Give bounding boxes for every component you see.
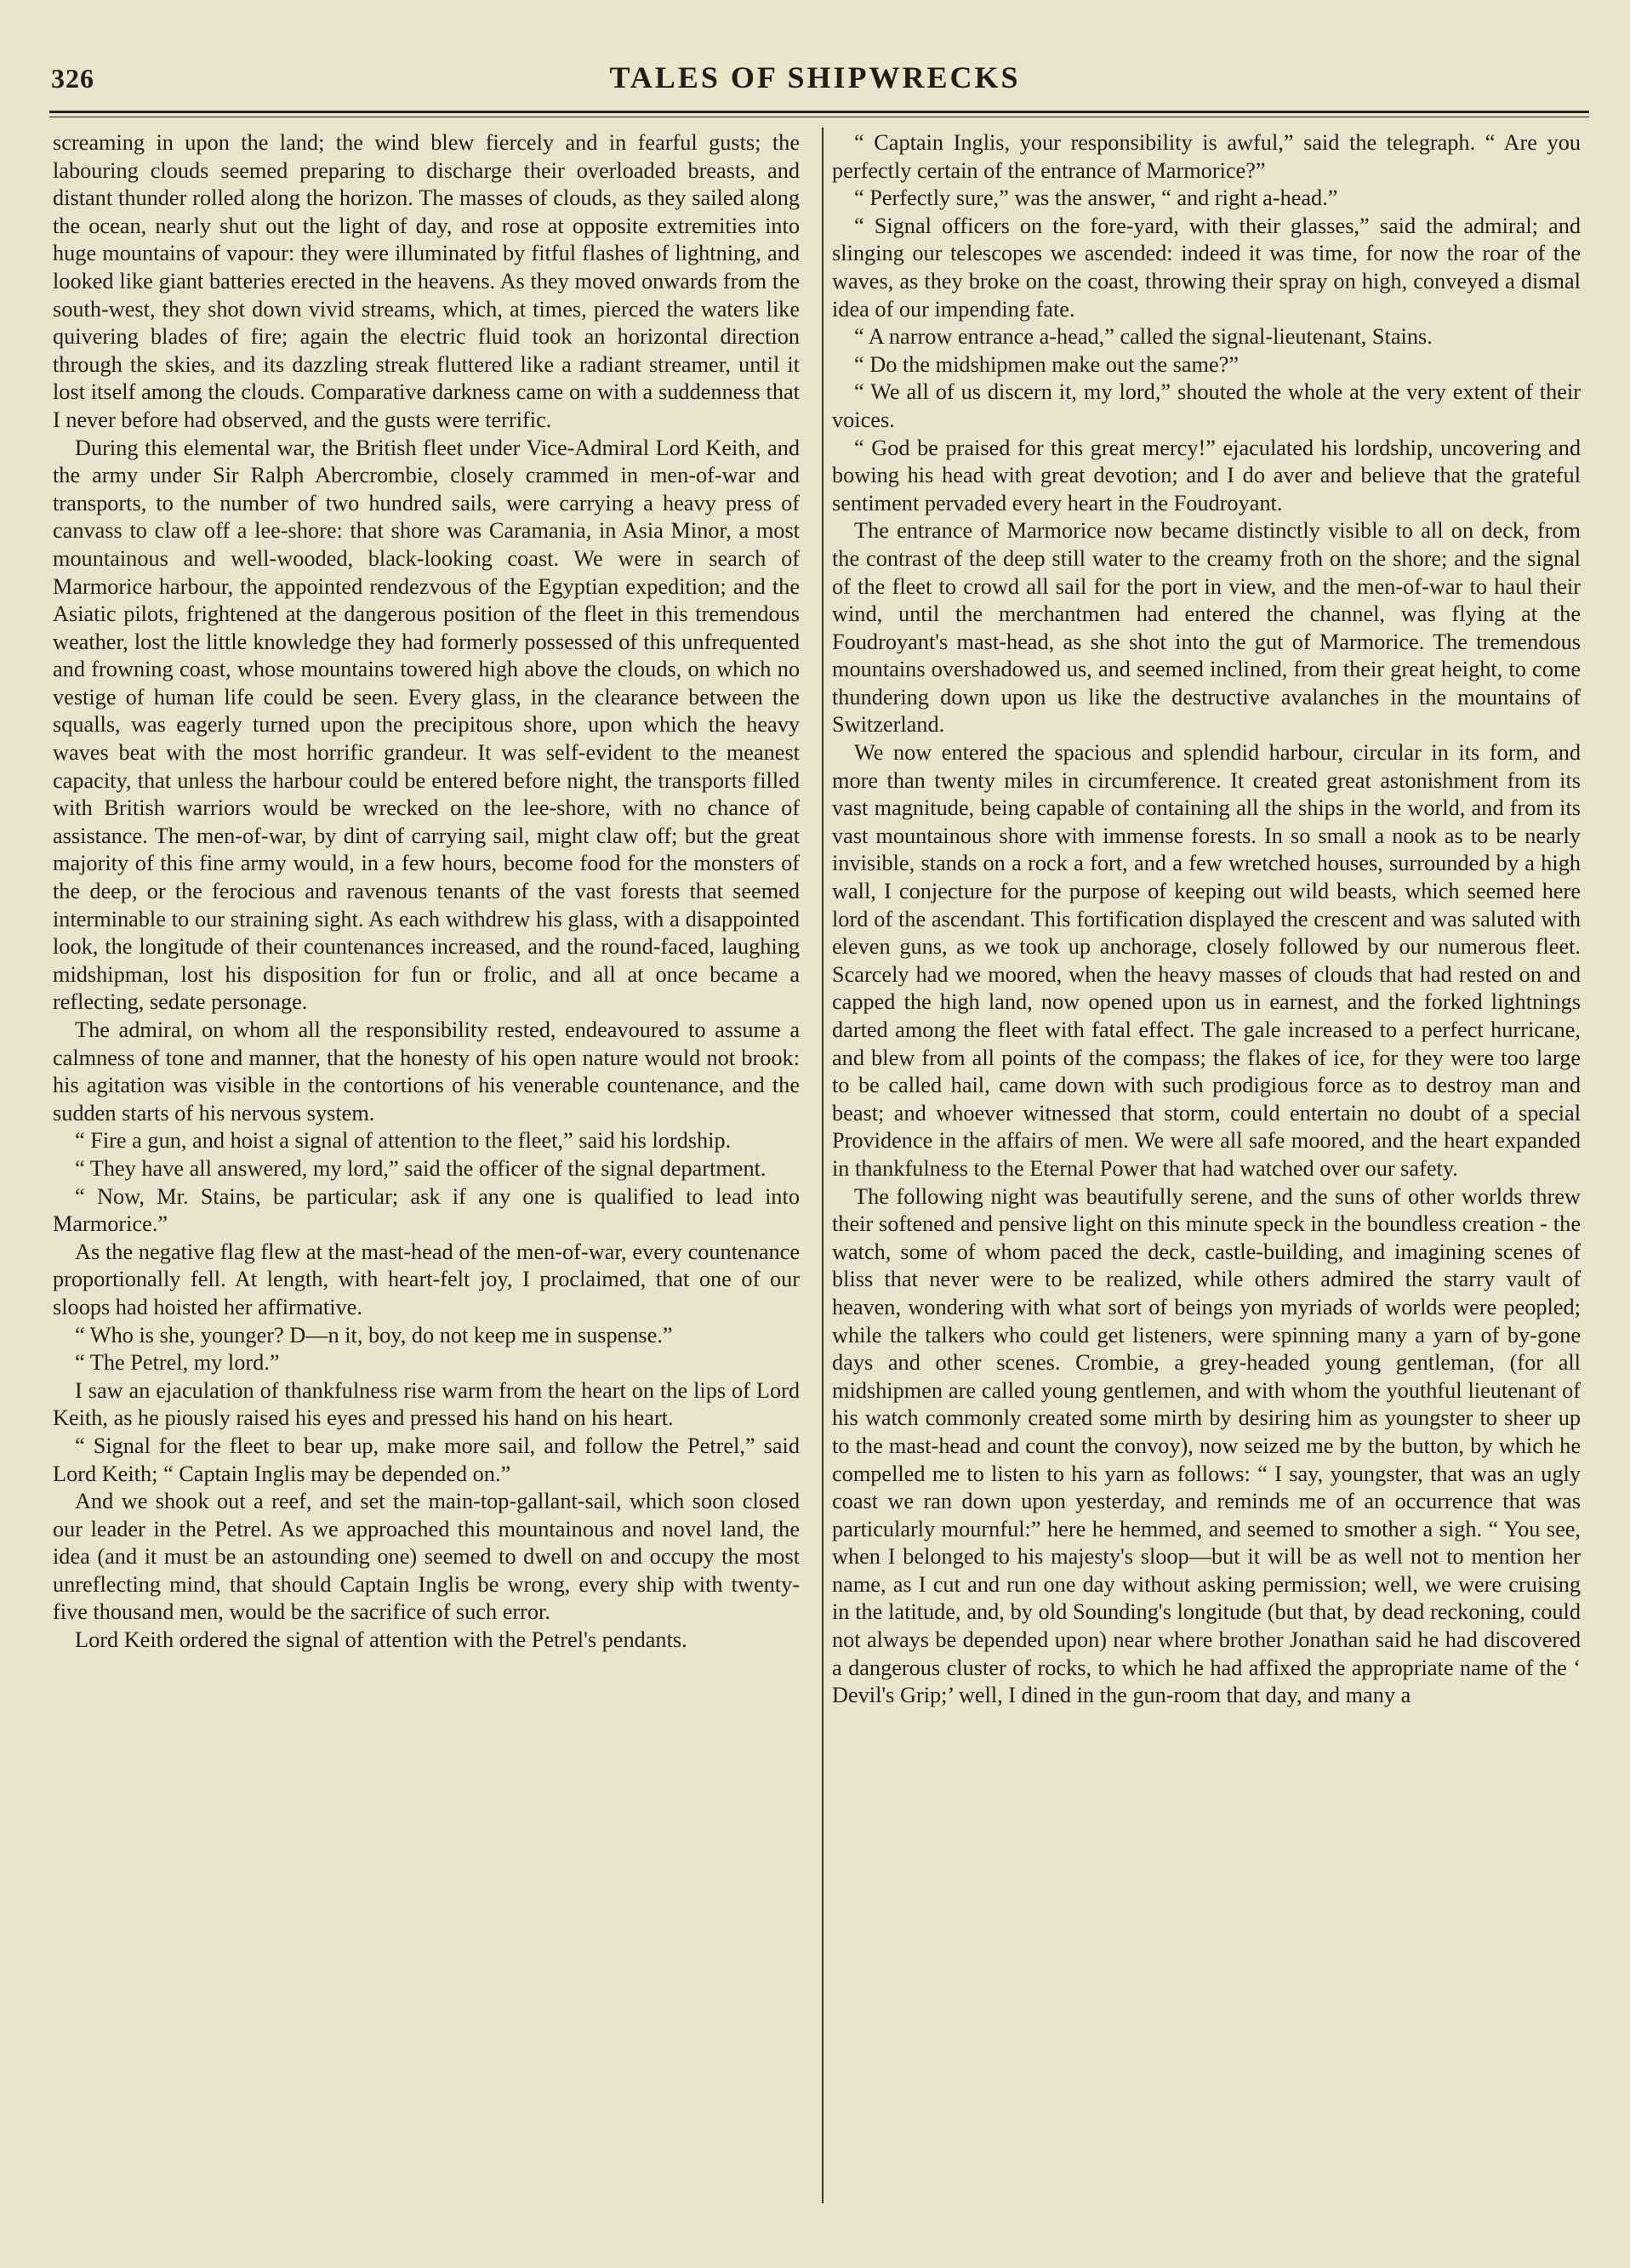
left-column — [53, 129, 800, 2222]
paragraph: And we shook out a reef, and set the main-top-gallant-sail, which soon closed our leader in the Petrel. As we approached this mountainous and novel land, the idea (and it must be an astounding one) seemed to dwell on and occupy the most unreflecting mind, that should Captain Inglis be wrong, every ship with twenty-five thousand men, would be the sacrifice of such error. — [53, 1489, 800, 1625]
paragraph: Lord Keith ordered the signal of attention with the Petrel's pendants. — [75, 1627, 687, 1653]
paragraph: We now entered the spacious and splendid harbour, circular in its form, and more than twenty miles in circumference. It created great astonishment from its vast magnitude, being capable of containing all the ships in the world, and from its vast mountainous shore with immense forests. In so small a nook as to be nearly invisible, stands on a rock a fort, and a few wretched houses, surrounded by a high wall, I conjecture for the purpose of keeping out wild beasts, which seemed here lord of the ascendant. This fortification displayed the crescent and was saluted with eleven guns, as we took up anchorage, closely followed by our numerous fleet. Scarcely had we moored, when the heavy masses of clouds that had rested on and capped the high land, now opened upon us in earnest, and the forked lightnings darted among the fleet with fatal effect. The gale increased to a perfect hurricane, and blew from all points of the compass; the flakes of ice, for they were too large to be called hail, came down with such prodigious force as to destroy man and beast; and whoever witnessed that storm, could entertain no doubt of a special Providence in the affairs of men. We were all safe moored, and the heart expanded in thankfulness to the Eternal Power that had watched over our safety. — [832, 740, 1581, 1181]
paragraph: “ They have all answered, my lord,” said the officer of the signal department. — [75, 1155, 767, 1181]
right-column — [832, 129, 1581, 2222]
paragraph: “ Who is she, younger? D—n it, boy, do not keep me in suspense.” — [75, 1322, 673, 1348]
page-number: 326 — [51, 63, 94, 94]
paragraph: The entrance of Marmorice now became distinctly visible to all on deck, from the contrast of the deep still water to the creamy froth on the shore; and the signal of the fleet to crowd all sail for the port in view, and the men-of-war to haul their wind, until the merchantmen had entered the channel, was flying at the Foudroyant's mast-head, as she shot into the gut of Marmorice. The tremendous mountains overshadowed us, and seemed inclined, from their great height, to come thundering down upon us like the destructive avalanches in the mountains of Switzerland. — [832, 518, 1581, 738]
paragraph: “ Signal officers on the fore-yard, with their glasses,” said the admiral; and slinging our telescopes we ascended: indeed it was time, for now the roar of the waves, as they broke on the coast, throwing their spray on high, conveyed a dismal idea of our impending fate. — [832, 213, 1581, 322]
paragraph: The following night was beautifully serene, and the suns of other worlds threw their softened and pensive light on this minute speck in the boundless creation - the watch, some of whom paced the deck, castle-building, and imagining scenes of bliss that never were to be realized, while others admired the starry vault of heaven, wondering with what sort of beings yon myriads of worlds were peopled; while the talkers who could get listeners, were spinning many a yarn of by-gone days and other scenes. Crombie, a grey-headed young gentleman, (for all midshipmen are called young gentlemen, and with whom the youthful lieutenant of his watch commonly created some mirth by desiring him as youngster to sheer up to the mast-head and count the convoy), now seized me by the button, by which he compelled me to listen to his yarn as follows: “ I say, youngster, that was an ugly coast we ran down upon yesterday, and reminds me of an occurrence that was particularly mournful:” here he hemmed, and seemed to smother a sigh. “ You see, when I belonged to his majesty's sloop—but it will be as well not to mention her name, as I cut and run one day without asking permission; well, we were cruising in the latitude, and, by old Sounding's longitude (but that, by dead reckoning, could not always be depended upon) near where brother Jonathan said he had discovered a dangerous cluster of rocks, to which he had affixed the appropriate name of the ‘ Devil's Grip;’ well, I dined in the gun-room that day, and many a — [832, 1183, 1581, 1708]
paragraph: “ Perfectly sure,” was the answer, “ and right a-head.” — [854, 185, 1338, 211]
paragraph: screaming in upon the land; the wind blew fiercely and in fearful gusts; the labouring clouds seemed preparing to discharge their overloaded breasts, and distant thunder rolled along the horizon. The masses of clouds, as they sailed along the ocean, nearly shut out the light of day, and rose at opposite extremities into huge mountains of vapour: they were illuminated by fitful flashes of lightning, and looked like giant batteries erected in the heavens. As they moved onwards from the south-west, they shot down vivid streams, which, at times, pierced the waters like quivering blades of fire; again the electric fluid took an horizontal direction through the skies, and its dazzling streak fluttered like a radiant streamer, until it lost itself among the clouds. Comparative darkness came on with a suddenness that I never before had observed, and the gusts were terrific. — [53, 130, 800, 432]
paragraph: “ Fire a gun, and hoist a signal of attention to the fleet,” said his lordship. — [75, 1128, 732, 1154]
column-divider — [822, 128, 824, 2203]
header-rule-thick — [49, 111, 1589, 113]
paragraph: “ God be praised for this great mercy!” ejaculated his lordship, uncovering and bowing his head with great devotion; and I do aver and believe that the grateful sentiment pervaded every heart in the Foudroyant. — [832, 435, 1581, 516]
paragraph: As the negative flag flew at the mast-head of the men-of-war, every countenance proportionally fell. At length, with heart-felt joy, I proclaimed, that one of our sloops had hoisted her affirmative. — [53, 1239, 800, 1319]
paragraph: “ Signal for the fleet to bear up, make more sail, and follow the Petrel,” said Lord Keith; “ Captain Inglis may be depended on.” — [53, 1433, 800, 1486]
paragraph: “ Captain Inglis, your responsibility is awful,” said the telegraph. “ Are you perfectly certain of the entrance of Marmorice?” — [832, 130, 1581, 183]
paragraph: “ A narrow entrance a-head,” called the signal-lieutenant, Stains. — [854, 324, 1433, 350]
paragraph: During this elemental war, the British fleet under Vice-Admiral Lord Keith, and the army under Sir Ralph Abercrombie, closely crammed in men-of-war and transports, to the number of two hundred sails, were carrying a heavy press of canvass to claw off a lee-shore: that shore was Caramania, in Asia Minor, a most mountainous and well-wooded, black-looking coast. We were in search of Marmorice harbour, the appointed rendezvous of the Egyptian expedition; and the Asiatic pilots, frightened at the dangerous position of the fleet in this tremendous weather, lost the little knowledge they had formerly possessed of this unfrequented and frowning coast, whose mountains towered high above the clouds, on which no vestige of human life could be seen. Every glass, in the clearance between the squalls, was eagerly turned upon the precipitous shore, upon which the heavy waves beat with the most horrific grandeur. It was self-evident to the meanest capacity, that unless the harbour could be entered before night, the transports filled with British warriors would be wrecked on the lee-shore, with no chance of assistance. The men-of-war, by dint of carrying sail, might claw off; but the great majority of this fine army would, in a few hours, become food for the monsters of the deep, or the ferocious and ravenous tenants of the vast forests that seemed interminable to our straining sight. As each withdrew his glass, with a disappointed look, the longitude of their countenances increased, and the round-faced, laughing midshipman, lost his disposition for fun or frolic, and all at once became a reflecting, sedate personage. — [53, 435, 800, 1015]
paragraph: “ We all of us discern it, my lord,” shouted the whole at the very extent of their voices. — [832, 379, 1581, 432]
running-title: TALES OF SHIPWRECKS — [609, 60, 1021, 94]
paragraph: The admiral, on whom all the responsibility rested, endeavoured to assume a calmness of tone and manner, that the honesty of his open nature would not brook: his agitation was visible in the contortions of his venerable countenance, and the sudden starts of his nervous system. — [53, 1017, 800, 1125]
paragraph: I saw an ejaculation of thankfulness rise warm from the heart on the lips of Lord Keith, as he piously raised his eyes and pressed his hand on his heart. — [53, 1377, 800, 1431]
paragraph: “ Do the midshipmen make out the same?” — [854, 351, 1240, 377]
paragraph: “ The Petrel, my lord.” — [75, 1350, 280, 1376]
paragraph: “ Now, Mr. Stains, be particular; ask if any one is qualified to lead into Marmorice.” — [53, 1183, 800, 1237]
